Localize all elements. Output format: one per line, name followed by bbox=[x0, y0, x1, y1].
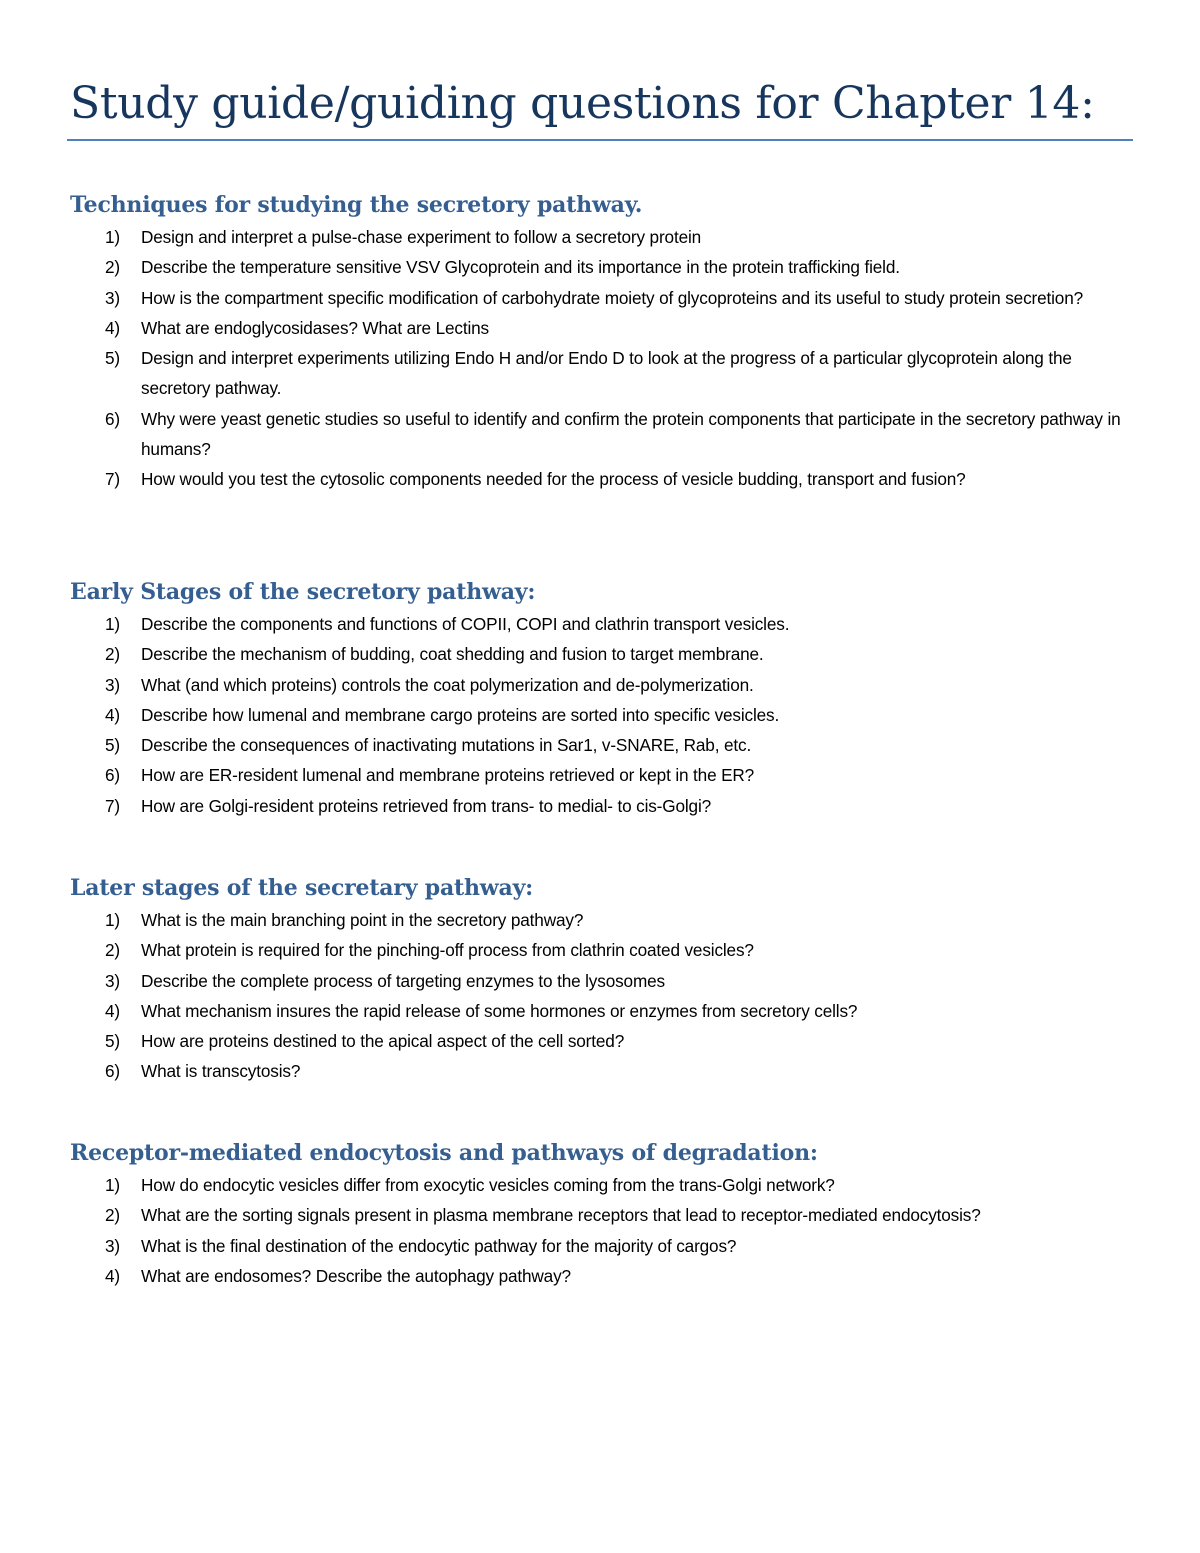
question-number: 3) bbox=[105, 970, 120, 991]
question-item bbox=[70, 791, 1140, 821]
question-number: 4) bbox=[105, 1000, 120, 1021]
question-text: Design and interpret a pulse-chase experiment to follow a secretory protein bbox=[141, 227, 702, 247]
question-item bbox=[70, 1026, 1140, 1056]
page-title: Study guide/guiding questions for Chapter 14: bbox=[70, 78, 1095, 129]
question-text: How are Golgi-resident proteins retrieved from trans- to medial- to cis-Golgi? bbox=[141, 795, 712, 816]
section-techniques bbox=[70, 190, 1140, 495]
title-underline-rule bbox=[67, 139, 1133, 141]
question-text: Describe the mechanism of budding, coat shedding and fusion to target membrane. bbox=[141, 644, 764, 665]
question-text: Design and interpret experiments utilizing Endo H and/or Endo D to look at the progress of a particular glycoprotein along the secretory pathway. bbox=[141, 348, 1072, 399]
question-item bbox=[70, 283, 1140, 313]
question-text: What is the final destination of the endocytic pathway for the majority of cargos? bbox=[141, 1235, 737, 1256]
question-text: What are endosomes? Describe the autophagy pathway? bbox=[141, 1265, 571, 1286]
question-number: 6) bbox=[105, 408, 120, 429]
question-text: Describe how lumenal and membrane cargo proteins are sorted into specific vesicles. bbox=[141, 704, 780, 725]
question-number: 3) bbox=[105, 674, 120, 695]
question-text: Describe the consequences of inactivating mutations in Sar1, v-SNARE, Rab, etc. bbox=[141, 735, 752, 756]
question-text: What is the main branching point in the secretory pathway? bbox=[141, 910, 584, 930]
question-text: How would you test the cytosolic components needed for the process of vesicle budding, transport and fusion? bbox=[141, 469, 966, 490]
question-list bbox=[70, 905, 1140, 1087]
question-number: 7) bbox=[105, 469, 120, 490]
question-number: 5) bbox=[105, 1031, 120, 1052]
question-item bbox=[70, 343, 1140, 404]
section-heading: Early Stages of the secretory pathway: bbox=[70, 579, 536, 605]
section-early-stages bbox=[70, 577, 1140, 821]
section-heading: Techniques for studying the secretory pathway. bbox=[70, 192, 643, 218]
question-item bbox=[70, 252, 1140, 282]
question-item bbox=[70, 1261, 1140, 1291]
question-text: What are the sorting signals present in plasma membrane receptors that lead to receptor-mediated endocytosis? bbox=[141, 1205, 981, 1226]
question-item bbox=[70, 222, 1140, 252]
question-number: 1) bbox=[105, 227, 120, 247]
question-number: 5) bbox=[105, 348, 120, 369]
question-text: How do endocytic vesicles differ from exocytic vesicles coming from the trans-Golgi network? bbox=[141, 1175, 835, 1195]
question-number: 7) bbox=[105, 795, 120, 816]
question-text: What (and which proteins) controls the coat polymerization and de-polymerization. bbox=[141, 674, 754, 695]
question-text: What are endoglycosidases? What are Lectins bbox=[141, 317, 489, 338]
question-number: 2) bbox=[105, 644, 120, 665]
question-number: 3) bbox=[105, 1235, 120, 1256]
question-item bbox=[70, 1170, 1140, 1200]
question-item bbox=[70, 760, 1140, 790]
section-heading: Receptor-mediated endocytosis and pathways of degradation: bbox=[70, 1140, 818, 1166]
question-text: Describe the temperature sensitive VSV Glycoprotein and its importance in the protein trafficking field. bbox=[141, 257, 900, 278]
question-number: 1) bbox=[105, 910, 120, 930]
question-list bbox=[70, 609, 1140, 821]
question-item bbox=[70, 313, 1140, 343]
question-list bbox=[70, 222, 1140, 495]
question-text: Describe the complete process of targeting enzymes to the lysosomes bbox=[141, 970, 665, 991]
question-number: 4) bbox=[105, 1265, 120, 1286]
question-text: What protein is required for the pinching-off process from clathrin coated vesicles? bbox=[141, 940, 754, 961]
question-text: How are proteins destined to the apical aspect of the cell sorted? bbox=[141, 1031, 625, 1052]
question-item bbox=[70, 730, 1140, 760]
question-number: 6) bbox=[105, 1061, 120, 1082]
question-item bbox=[70, 935, 1140, 965]
question-text: How are ER-resident lumenal and membrane proteins retrieved or kept in the ER? bbox=[141, 765, 755, 786]
question-item bbox=[70, 905, 1140, 935]
section-heading: Later stages of the secretary pathway: bbox=[70, 875, 534, 901]
question-number: 3) bbox=[105, 287, 120, 308]
question-item bbox=[70, 996, 1140, 1026]
question-text: Why were yeast genetic studies so useful to identify and confirm the protein components that participate in the secretory pathway in humans? bbox=[141, 408, 1121, 460]
question-number: 1) bbox=[105, 614, 120, 634]
question-text: What is transcytosis? bbox=[141, 1061, 301, 1082]
question-number: 6) bbox=[105, 765, 120, 786]
question-item bbox=[70, 670, 1140, 700]
question-number: 2) bbox=[105, 257, 120, 278]
question-number: 2) bbox=[105, 1205, 120, 1226]
question-text: How is the compartment specific modification of carbohydrate moiety of glycoproteins and its useful to study protein secretion? bbox=[141, 287, 1084, 308]
question-item bbox=[70, 404, 1140, 465]
section-receptor-mediated-endocytosis bbox=[70, 1138, 1140, 1291]
question-item bbox=[70, 609, 1140, 639]
question-list bbox=[70, 1170, 1140, 1291]
question-text: What mechanism insures the rapid release of some hormones or enzymes from secretory cells? bbox=[141, 1000, 858, 1021]
question-item bbox=[70, 966, 1140, 996]
question-text: Describe the components and functions of COPII, COPI and clathrin transport vesicles. bbox=[141, 614, 790, 634]
question-number: 1) bbox=[105, 1175, 120, 1195]
question-number: 2) bbox=[105, 940, 120, 961]
question-item bbox=[70, 700, 1140, 730]
question-number: 5) bbox=[105, 735, 120, 756]
question-item bbox=[70, 1231, 1140, 1261]
question-item bbox=[70, 639, 1140, 669]
question-number: 4) bbox=[105, 317, 120, 338]
question-number: 4) bbox=[105, 704, 120, 725]
question-item bbox=[70, 1056, 1140, 1086]
question-item bbox=[70, 1200, 1140, 1230]
question-item bbox=[70, 464, 1140, 494]
section-later-stages bbox=[70, 873, 1140, 1087]
